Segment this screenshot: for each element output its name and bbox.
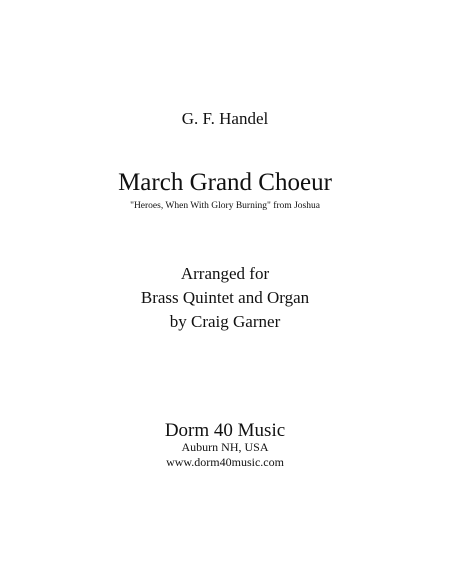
arranger-credit: by Craig Garner	[169, 312, 281, 331]
publisher-location: Auburn NH, USA	[181, 440, 269, 454]
composer-name: G. F. Handel	[181, 109, 269, 128]
piece-subtitle: "Heroes, When With Glory Burning" from Joshua	[130, 201, 320, 211]
arrangement-line-2: Brass Quintet and Organ	[140, 288, 310, 307]
publisher-name: Dorm 40 Music	[164, 420, 286, 441]
piece-title: March Grand Choeur	[118, 169, 332, 196]
publisher-website: www.dorm40music.com	[166, 455, 284, 469]
arrangement-line-1: Arranged for	[180, 264, 270, 283]
